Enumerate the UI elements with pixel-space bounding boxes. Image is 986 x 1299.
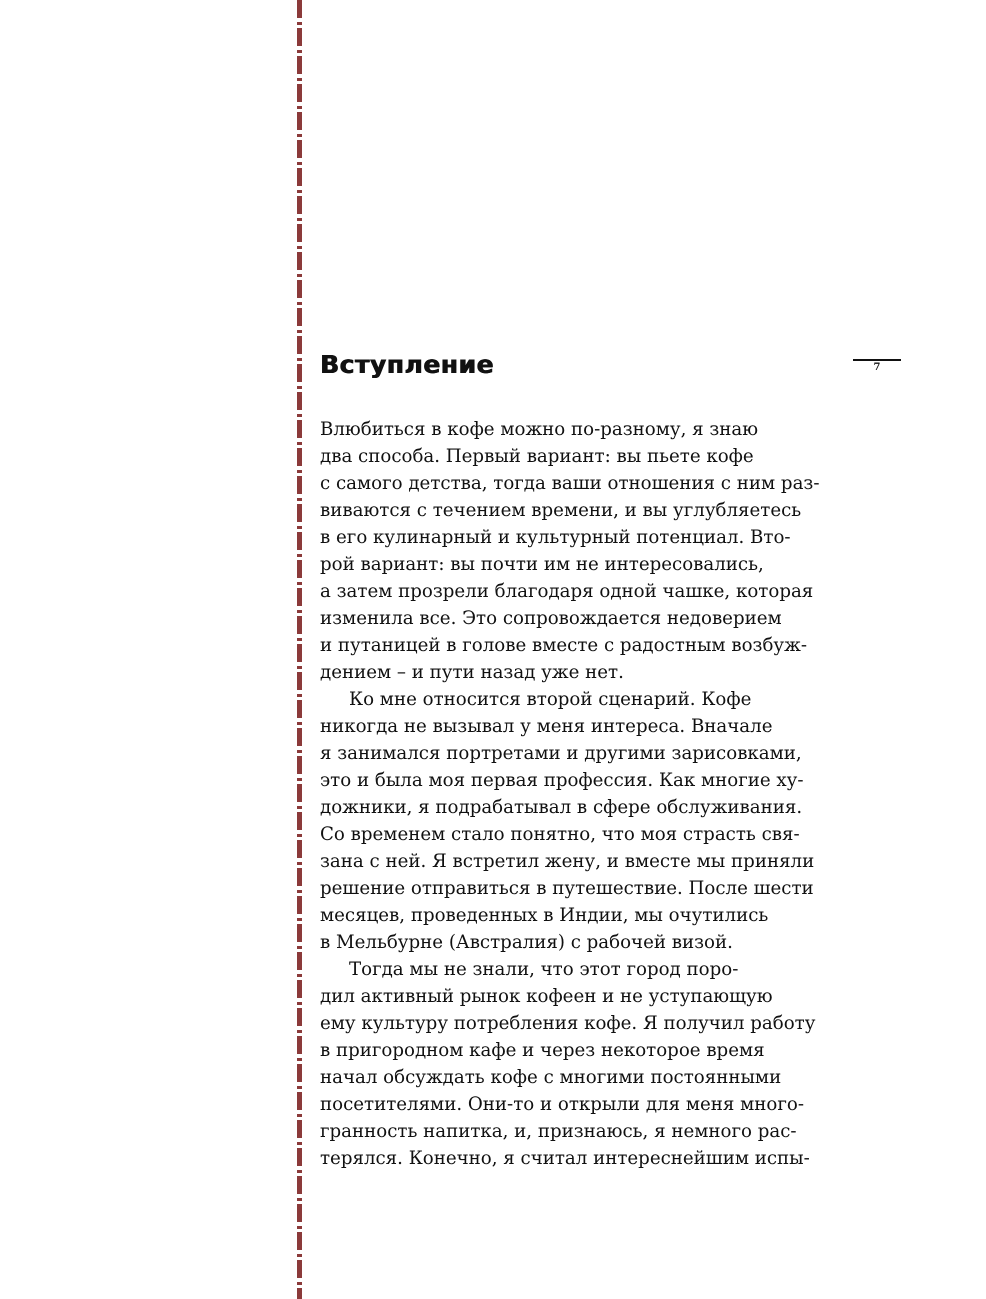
text-line: ему культуру потребления кофе. Я получил работу — [320, 1013, 816, 1034]
text-line: Со временем стало понятно, что моя страсть свя- — [320, 824, 800, 845]
text-line: дожники, я подрабатывал в сфере обслуживания. — [320, 797, 803, 818]
page-number-rule — [853, 359, 901, 361]
text-line: виваются с течением времени, и вы углубляетесь — [320, 500, 802, 521]
body-text — [320, 416, 860, 1172]
text-line: в Мельбурне (Австралия) с рабочей визой. — [320, 932, 733, 953]
page-number: 7 — [873, 362, 881, 373]
margin-rule — [297, 0, 302, 1299]
text-line: с самого детства, тогда ваши отношения с ним раз- — [320, 473, 820, 494]
text-line: в пригородном кафе и через некоторое время — [320, 1040, 765, 1061]
text-line: зана с ней. Я встретил жену, и вместе мы приняли — [320, 851, 815, 872]
text-line: два способа. Первый вариант: вы пьете кофе — [320, 446, 754, 467]
text-line: и путаницей в голове вместе с радостным возбуж- — [320, 635, 807, 656]
text-line: в его кулинарный и культурный потенциал. Вто- — [320, 527, 791, 548]
paragraph-start-line: Тогда мы не знали, что этот город поро- — [349, 959, 739, 980]
text-line: терялся. Конечно, я считал интереснейшим испы- — [320, 1148, 810, 1169]
text-line: рой вариант: вы почти им не интересовались, — [320, 554, 764, 575]
text-line: начал обсуждать кофе с многими постоянными — [320, 1067, 782, 1088]
text-line: а затем прозрели благодаря одной чашке, которая — [320, 581, 814, 602]
text-line: Влюбиться в кофе можно по-разному, я знаю — [320, 419, 759, 440]
paragraph-start-line: Ко мне относится второй сценарий. Кофе — [349, 689, 752, 710]
text-line: дением – и пути назад уже нет. — [320, 662, 624, 683]
text-line: месяцев, проведенных в Индии, мы очутились — [320, 905, 769, 926]
text-line: я занимался портретами и другими зарисовками, — [320, 743, 802, 764]
chapter-title: Вступление — [320, 350, 494, 379]
text-line: изменила все. Это сопровождается недоверием — [320, 608, 782, 629]
text-line: гранность напитка, и, признаюсь, я немного рас- — [320, 1121, 797, 1142]
text-line: посетителями. Они-то и открыли для меня много- — [320, 1094, 804, 1115]
text-line: это и была моя первая профессия. Как многие ху- — [320, 770, 804, 791]
text-line: дил активный рынок кофеен и не уступающую — [320, 986, 773, 1007]
text-line: никогда не вызывал у меня интереса. Вначале — [320, 716, 773, 737]
text-line: решение отправиться в путешествие. После шести — [320, 878, 814, 899]
